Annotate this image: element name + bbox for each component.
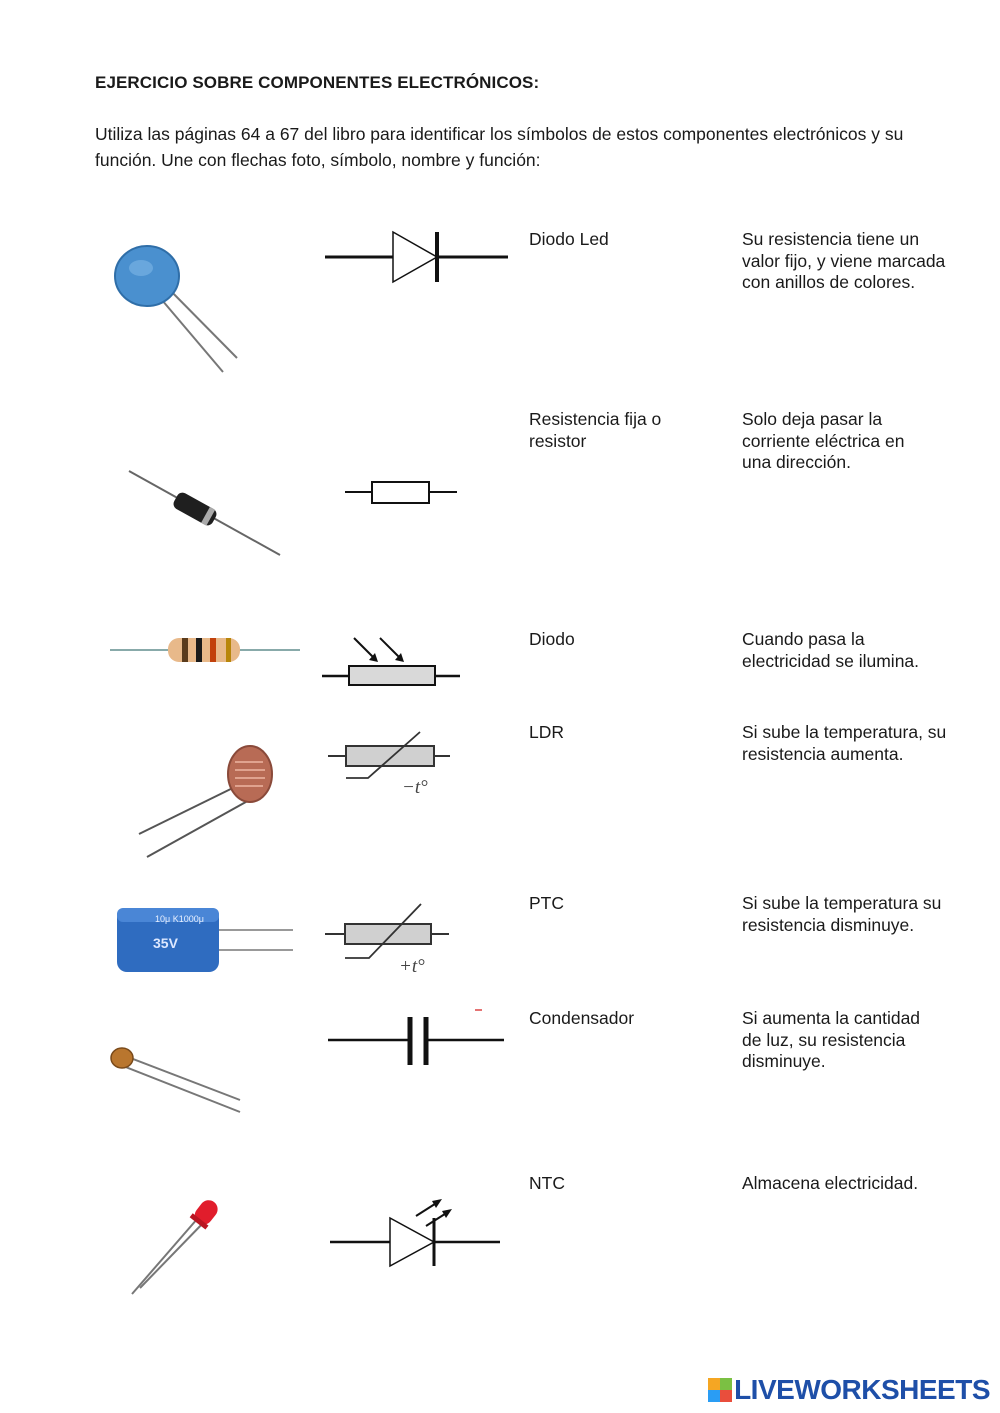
photo-led[interactable] [128, 1190, 238, 1300]
symbol-capacitor[interactable] [328, 1005, 508, 1070]
capacitor-marking-voltage: 35V [153, 935, 178, 951]
function-ptc[interactable]: Si sube la temperatura, su resistencia aumenta. [742, 722, 947, 764]
function-led[interactable]: Cuando pasa la electricidad se ilumina. [742, 629, 920, 671]
symbol-ntc[interactable] [328, 728, 453, 800]
name-condensador[interactable]: Condensador [529, 1008, 635, 1028]
function-fixed-resistor[interactable]: Su resistencia tiene un valor fijo, y viene marcada con anillos de colores. [742, 229, 946, 292]
function-capacitor[interactable]: Almacena electricidad. [742, 1173, 919, 1193]
name-ptc[interactable]: PTC [529, 893, 564, 913]
symbol-ldr[interactable] [322, 632, 462, 690]
function-diode[interactable]: Solo deja pasar la corriente eléctrica en una dirección. [742, 409, 905, 472]
logo-text: LIVEWORKSHEETS [734, 1374, 990, 1405]
photo-diode[interactable] [125, 465, 285, 560]
photo-ptc-thermistor[interactable] [105, 240, 245, 380]
photo-ldr[interactable] [135, 742, 285, 867]
photo-ntc-thermistor[interactable] [108, 1040, 253, 1120]
name-diodo-led[interactable]: Diodo Led [529, 229, 609, 249]
capacitor-marking-top: 10μ K1000μ [155, 914, 204, 924]
ptc-temperature-label: +t° [399, 956, 425, 977]
function-ldr[interactable]: Si aumenta la cantidad de luz, su resistencia disminuye. [742, 1008, 921, 1071]
symbol-ptc[interactable] [325, 898, 455, 978]
photo-resistor[interactable] [110, 630, 300, 670]
symbol-led[interactable] [330, 1188, 505, 1273]
name-diodo[interactable]: Diodo [529, 629, 575, 649]
instructions: Utiliza las páginas 64 a 67 del libro para identificar los símbolos de estos componentes electrónicos y su función. Une con flechas foto, símbolo, nombre y función: [95, 124, 904, 170]
function-ntc[interactable]: Si sube la temperatura su resistencia disminuye. [742, 893, 942, 935]
ntc-temperature-label: −t° [402, 777, 428, 798]
symbol-resistor[interactable] [345, 478, 460, 508]
logo-icon [708, 1378, 732, 1402]
name-ldr[interactable]: LDR [529, 722, 565, 742]
worksheet-title: EJERCICIO SOBRE COMPONENTES ELECTRÓNICOS: [95, 73, 540, 92]
photo-capacitor[interactable] [115, 900, 295, 980]
symbol-diode[interactable] [325, 225, 510, 290]
liveworksheets-logo [708, 1375, 990, 1405]
name-resistencia-fija[interactable]: Resistencia fija o resistor [529, 409, 662, 451]
name-ntc[interactable]: NTC [529, 1173, 565, 1193]
